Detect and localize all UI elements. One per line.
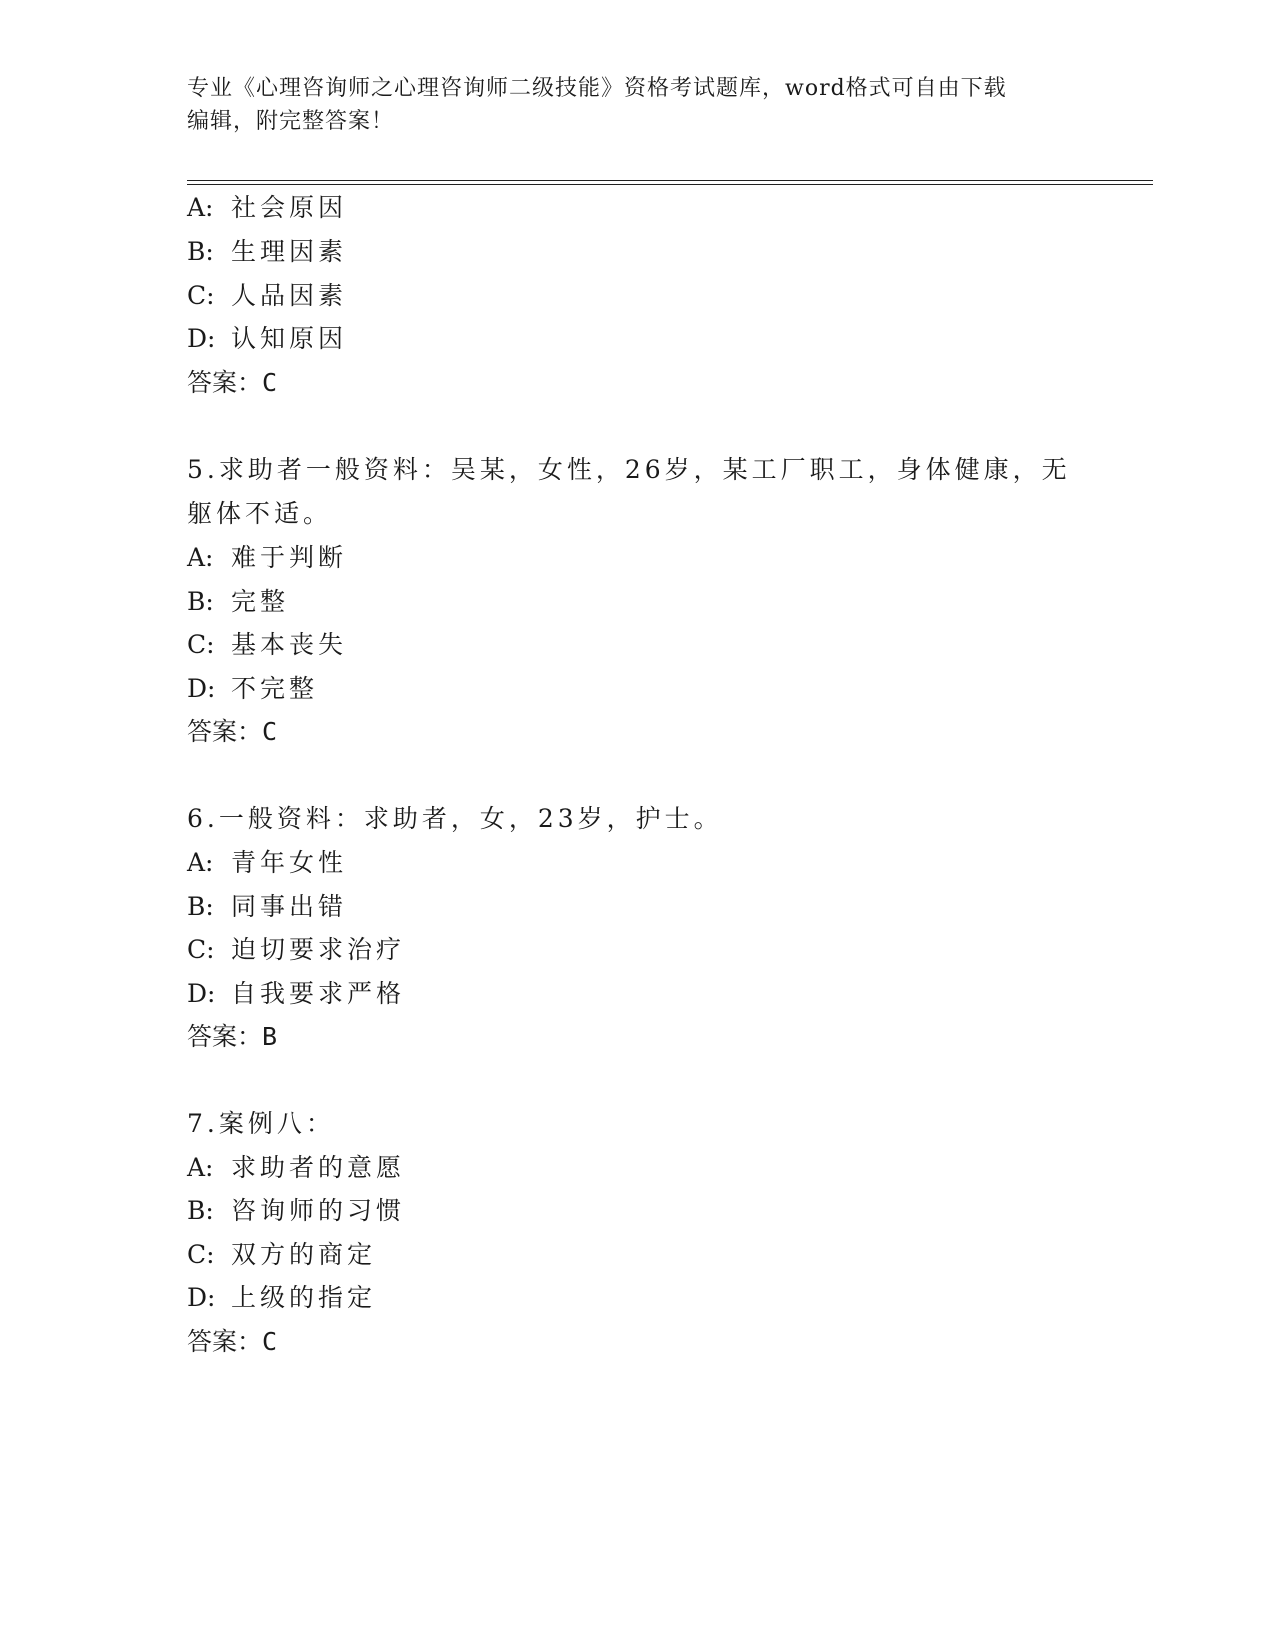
option-letter: D:: [187, 979, 216, 1008]
option-text: 难于判断: [231, 543, 348, 572]
option-letter: D:: [187, 674, 216, 703]
answer-value: C: [262, 368, 278, 397]
header-line-1: 专业《心理咨询师之心理咨询师二级技能》资格考试题库，word格式可自由下载: [187, 76, 1007, 101]
option-letter: C:: [187, 281, 215, 310]
q5-option-a: [187, 542, 347, 574]
option-letter: A:: [187, 543, 214, 572]
q5-option-d: [187, 673, 318, 705]
header-line-2: 编辑，附完整答案！: [187, 109, 395, 134]
q7-option-d: [187, 1282, 376, 1314]
answer-value: B: [262, 1022, 278, 1051]
option-text: 生理因素: [231, 237, 348, 266]
q4-option-a: [187, 192, 347, 224]
q6-stem-line-1: 6.一般资料：求助者，女，23岁，护士。: [187, 804, 723, 833]
q7-option-c: [187, 1239, 376, 1271]
option-letter: D:: [187, 324, 216, 353]
option-text: 求助者的意愿: [231, 1153, 406, 1182]
q7-stem-line-1: 7.案例八：: [187, 1109, 335, 1138]
option-letter: A:: [187, 1153, 214, 1182]
q7-option-b: [187, 1195, 405, 1227]
q4-option-c: [187, 280, 347, 312]
option-text: 青年女性: [231, 848, 348, 877]
answer-value: C: [262, 717, 278, 746]
q5-stem-line-1: 5.求助者一般资料：吴某，女性，26岁，某工厂职工，身体健康，无: [187, 455, 1071, 484]
option-letter: B:: [187, 587, 214, 616]
option-letter: A:: [187, 193, 214, 222]
option-letter: C:: [187, 1240, 215, 1269]
answer-label: 答案：: [187, 1327, 263, 1356]
q4-answer: [187, 367, 277, 399]
option-text: 上级的指定: [231, 1283, 377, 1312]
answer-value: C: [262, 1327, 278, 1356]
option-text: 迫切要求治疗: [231, 935, 406, 964]
q6-option-a: [187, 847, 347, 879]
option-text: 社会原因: [231, 193, 348, 222]
page-header: [187, 72, 1067, 138]
q5-answer: [187, 716, 277, 748]
q4-option-b: [187, 236, 347, 268]
option-letter: D:: [187, 1283, 216, 1312]
q5-stem-line-2: 躯体不适。: [187, 499, 333, 528]
q7-option-a: [187, 1152, 405, 1184]
option-text: 咨询师的习惯: [231, 1196, 406, 1225]
q4-option-d: [187, 323, 347, 355]
option-letter: B:: [187, 1196, 214, 1225]
option-letter: C:: [187, 630, 215, 659]
q6-answer: [187, 1021, 277, 1053]
q6-option-b: [187, 891, 347, 923]
option-text: 双方的商定: [231, 1240, 377, 1269]
answer-label: 答案：: [187, 1022, 263, 1051]
answer-label: 答案：: [187, 717, 263, 746]
q5-option-c: [187, 629, 347, 661]
q6-option-c: [187, 934, 405, 966]
option-text: 认知原因: [231, 324, 348, 353]
q7-answer: [187, 1326, 277, 1358]
option-text: 同事出错: [231, 892, 348, 921]
q5-option-b: [187, 586, 289, 618]
option-letter: B:: [187, 237, 214, 266]
option-letter: B:: [187, 892, 214, 921]
q6-option-d: [187, 978, 405, 1010]
header-divider: [187, 180, 1153, 185]
option-letter: C:: [187, 935, 215, 964]
option-text: 人品因素: [231, 281, 348, 310]
option-text: 基本丧失: [231, 630, 348, 659]
option-text: 完整: [231, 587, 290, 616]
option-letter: A:: [187, 848, 214, 877]
option-text: 不完整: [231, 674, 319, 703]
answer-label: 答案：: [187, 368, 263, 397]
option-text: 自我要求严格: [231, 979, 406, 1008]
